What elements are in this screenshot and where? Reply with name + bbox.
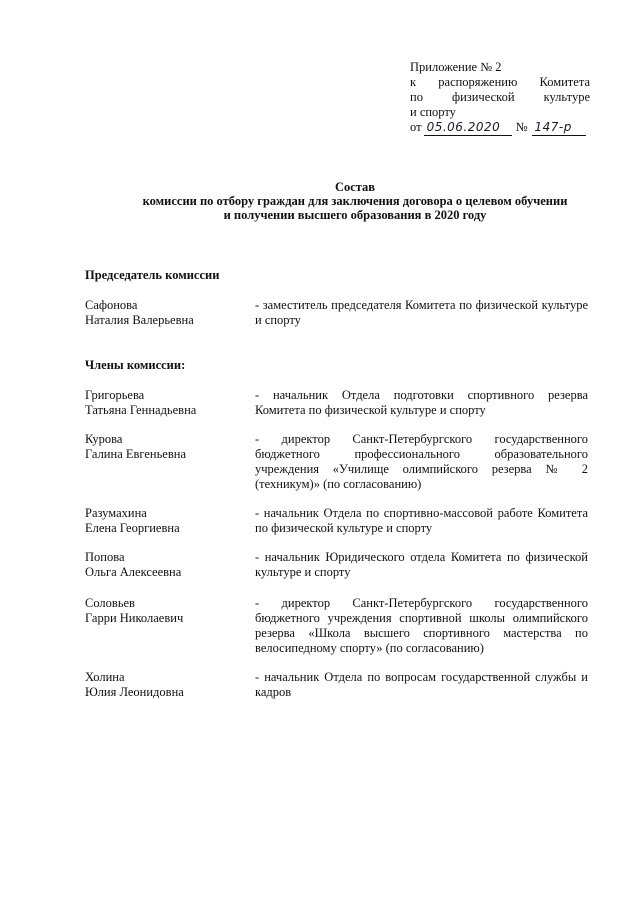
member-role: - начальник Отдела по спортивно-массовой работе Комитета по физической культуре и спорту	[255, 506, 588, 535]
appendix-line-3: по физической культуре	[410, 90, 590, 104]
heading-line-1: Состав	[334, 180, 376, 194]
handwritten-number: 147-р	[532, 120, 586, 136]
member-name	[85, 432, 245, 462]
appendix-date-line	[410, 120, 590, 136]
member-given-names: Гарри Николаевич	[85, 611, 184, 625]
member-given-names: Галина Евгеньевна	[85, 447, 186, 461]
document-heading	[100, 180, 610, 222]
member-role: - начальник Отдела по вопросам государственной службы и кадров	[255, 670, 588, 699]
member-role: - директор Санкт-Петербургского государственного бюджетного учреждения спортивной школы олимпийского резерва «Школа высшего спортивного мастерства по велосипедному спорту» (по согласованию)	[255, 596, 588, 655]
members-section-title: Члены комиссии:	[85, 358, 186, 372]
member-given-names: Елена Георгиевна	[85, 521, 180, 535]
member-name	[85, 596, 245, 626]
member-surname: Курова	[85, 432, 123, 446]
appendix-title: Приложение № 2	[410, 60, 502, 74]
member-surname: Разумахина	[85, 506, 147, 520]
heading-line-3: и получении высшего образования в 2020 году	[223, 208, 487, 222]
member-name	[85, 670, 245, 700]
member-surname: Григорьева	[85, 388, 145, 402]
date-prefix: от	[410, 120, 422, 134]
member-given-names: Наталия Валерьевна	[85, 313, 194, 327]
member-name	[85, 298, 245, 328]
member-surname: Соловьев	[85, 596, 135, 610]
member-name	[85, 388, 245, 418]
member-given-names: Татьяна Геннадьевна	[85, 403, 197, 417]
member-role: - начальник Отдела подготовки спортивного резерва Комитета по физической культуре и спорту	[255, 388, 588, 417]
member-role: - директор Санкт-Петербургского государственного бюджетного профессионального образовательного учреждения «Училище олимпийского резерва № 2 (техникум)» (по согласованию)	[255, 432, 588, 491]
number-prefix: №	[515, 120, 528, 134]
member-name	[85, 506, 245, 536]
member-surname: Сафонова	[85, 298, 138, 312]
member-given-names: Ольга Алексеевна	[85, 565, 182, 579]
member-role: - заместитель председателя Комитета по физической культуре и спорту	[255, 298, 588, 327]
appendix-line-4: и спорту	[410, 105, 456, 119]
appendix-block	[410, 60, 590, 136]
chairman-section-title: Председатель комиссии	[85, 268, 220, 282]
member-surname: Попова	[85, 550, 125, 564]
member-given-names: Юлия Леонидовна	[85, 685, 184, 699]
member-role: - начальник Юридического отдела Комитета по физической культуре и спорту	[255, 550, 588, 579]
appendix-line-2: к распоряжению Комитета	[410, 75, 590, 89]
member-name	[85, 550, 245, 580]
heading-line-2: комиссии по отбору граждан для заключения договора о целевом обучении	[142, 194, 568, 208]
member-surname: Холина	[85, 670, 125, 684]
handwritten-date: 05.06.2020	[424, 120, 512, 136]
